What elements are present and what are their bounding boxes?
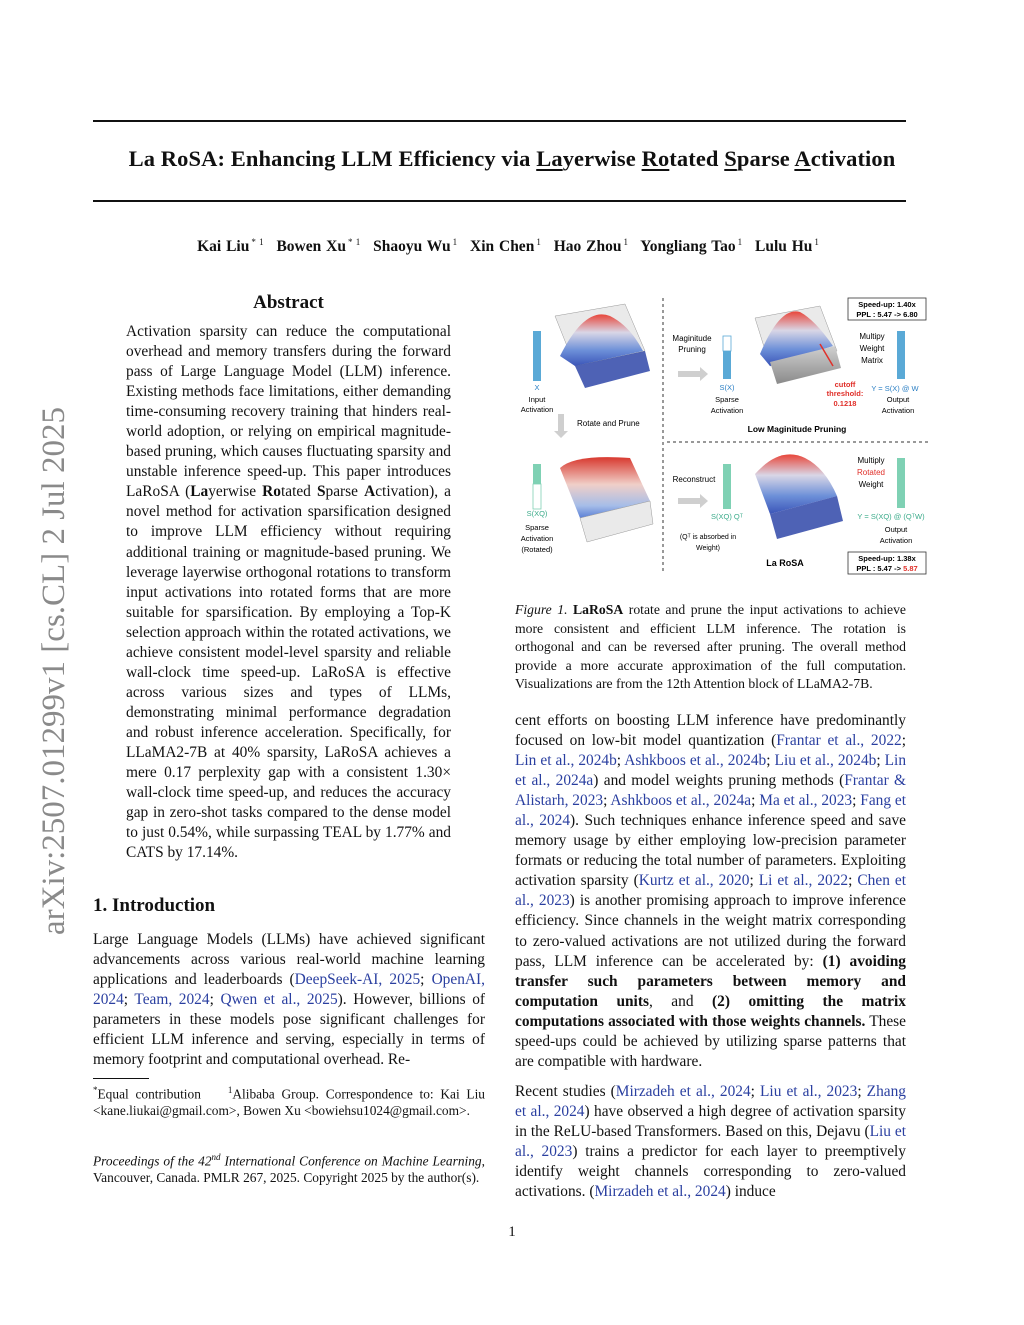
svg-text:X: X [534, 383, 540, 392]
citation-link[interactable]: Kurtz et al., 2020 [638, 872, 750, 890]
arrow-right-icon [678, 494, 708, 508]
svg-text:cutoff: cutoff [834, 380, 856, 389]
output-activation-bar-rotated [897, 458, 905, 508]
abstract-heading: Abstract [253, 292, 324, 313]
citation-link[interactable]: Ashkboos et al., 2024a [610, 792, 752, 810]
section-heading-introduction: 1. Introduction [93, 895, 216, 916]
svg-text:Speed-up: 1.38x: Speed-up: 1.38x [858, 554, 916, 563]
title-bottom-rule [93, 200, 906, 202]
author-name: Lulu Hu [754, 238, 813, 256]
arrow-right-icon [678, 367, 708, 381]
title-top-rule [93, 120, 906, 122]
svg-text:Output: Output [884, 525, 908, 534]
svg-text:threshold:: threshold: [826, 389, 864, 398]
svg-text:PPL : 5.47 -> 6.80: PPL : 5.47 -> 6.80 [856, 310, 918, 319]
arxiv-stamp: arXiv:2507.01299v1 [cs.CL] 2 Jul 2025 [36, 407, 72, 935]
svg-text:Multiply: Multiply [857, 456, 885, 465]
author-name: Bowen Xu [276, 238, 346, 256]
citation-link[interactable]: OpenAI, 2024 [93, 971, 485, 1009]
citation-link[interactable]: Liu et al., 2023 [515, 1123, 906, 1161]
svg-text:Activation: Activation [881, 406, 915, 415]
output-activation-bar [897, 331, 905, 379]
citation-link[interactable]: Liu et al., 2024b [774, 752, 877, 770]
svg-text:Rotate and Prune: Rotate and Prune [577, 419, 640, 428]
footnote-rule [93, 1078, 149, 1079]
sparse-activation-bar [723, 351, 731, 379]
citation-link[interactable]: Frantar & Alistarh, 2023 [515, 772, 907, 810]
right-column-paragraph-2: Recent studies (Mirzadeh et al., 2024; Liu et al., 2023; Zhang et al., 2024) have observed a high degree of activation sparsity in the ReLU-based Transformers. Based on this, Dejavu (Liu et al., 2023) trains a predictor for each layer to preemptively identify weight channels corresponding to zero-valued activations. (Mirzadeh et al., 2024) induce [515, 1083, 907, 1201]
author-name: Kai Liu [197, 238, 250, 256]
intro-paragraph: Large Language Models (LLMs) have achieved significant advancements across various real-world machine learning applications and leaderboards (DeepSeek-AI, 2025; OpenAI, 2024; Team, 2024; Qwen et al., 2025). However, billions of parameters in these models pose significant challenges for efficient LLM inference and serving, especially in terms of memory footprint and computational overhead. Re- [93, 931, 486, 1069]
author-name: Yongliang Tao [640, 238, 736, 256]
svg-text:Matrix: Matrix [861, 356, 883, 365]
svg-text:Multipy: Multipy [859, 332, 885, 341]
citation-link[interactable]: Fang et al., 2024 [515, 792, 907, 830]
svg-text:Output: Output [886, 395, 910, 404]
svg-text:S(XQ): S(XQ) [526, 509, 548, 518]
reconstructed-activation-bar [723, 464, 731, 509]
citation-link[interactable]: Team, 2024 [134, 991, 210, 1009]
paper-title: La RoSA: Enhancing LLM Efficiency via Layerwise Rotated Sparse Activation [128, 146, 896, 171]
figure-1-caption: Figure 1. LaRoSA rotate and prune the input activations to achieve more consistent and efficient LLM inference. The rotation is orthogonal and can be reversed after pruning. The overall method provide a more accurate approximation of the full computation. Visualizations are from the 12th Attention block of LLaMA2-7B. [515, 602, 907, 691]
arrow-down-icon [554, 414, 568, 438]
svg-text:Pruning: Pruning [678, 345, 706, 354]
svg-text:Input: Input [528, 395, 546, 404]
svg-text:Y = S(XQ) @ (QᵀW): Y = S(XQ) @ (QᵀW) [857, 512, 925, 521]
abstract-text: Activation sparsity can reduce the computational overhead and memory transfers during the forward pass of Large Language Model (LLM) inference. Existing methods face limitations, either demanding time-consuming recovery training that hinders real-world adoption, or relying on empirical magnitude-based pruning, which causes fluctuating sparsity and unstable inference speed-up. This paper introduces LaRoSA (Layerwise Rotated Sparse Activation), a novel method for activation sparsification designed to improve LLM efficiency without requiring additional training or magnitude-based pruning. We leverage layerwise orthogonal rotations to transform input activations into rotated forms that are more suitable for sparsification. By employing a Top-K selection approach within the rotated activations, we achieve consistent model-level sparsity and reliable wall-clock time speed-up. LaRoSA is effective across various sizes and types of LLMs, demonstrating minimal performance degradation and robust inference acceleration. Specifically, for LLaMA2-7B at 40% sparsity, LaRoSA achieves a mere 0.17 perplexity gap with a consistent 1.30× wall-clock time speed-up, and reduces the accuracy gap in zero-shot tasks compared to the dense model to just 0.54%, while surpassing TEAL by 1.77% and CATS by 17.14%. [126, 323, 451, 862]
input-activation-bar [533, 331, 541, 381]
svg-text:Reconstruct: Reconstruct [672, 475, 716, 484]
right-column-paragraph-1: cent efforts on boosting LLM inference have predominantly focused on low-bit model quantization (Frantar et al., 2022; Lin et al., 2024b; Ashkboos et al., 2024b; Liu et al., 2024b; Lin et al., 2024a) and model weights pruning methods (Frantar & Alistarh, 2023; Ashkboos et al., 2024a; Ma et al., 2023; Fang et al., 2024). Such techniques enhance inference speed and save memory usage by either employing low-precision parameter formats or reducing the total number of parameters. Exploiting activation sparsity (Kurtz et al., 2020; Li et al., 2022; Chen et al., 2023) is another promising approach to improve inference efficiency. Since channels in the weight matrix corresponding to zero-valued activations are not utilized during the forward pass, LLM inference can be accelerated by: (1) avoiding transfer such parameters between memory and computation units, and (2) omitting the matrix computations associated with those weights channels. These speed-ups could be achieved by utilizing sparse patterns that are compatible with hardware. [515, 712, 907, 1070]
svg-text:Activation: Activation [879, 536, 913, 545]
svg-text:Activation: Activation [520, 534, 554, 543]
svg-text:Y = S(X) @ W: Y = S(X) @ W [871, 384, 919, 393]
author-name: Hao Zhou [553, 238, 622, 256]
citation-link[interactable]: Mirzadeh et al., 2024 [615, 1083, 751, 1100]
svg-text:S(XQ) Qᵀ: S(XQ) Qᵀ [711, 512, 743, 521]
author-name: Xin Chen [470, 238, 535, 256]
svg-text:Low Maginitude Pruning: Low Maginitude Pruning [747, 424, 847, 434]
author-list: Kai Liu $^{* 1}$ Bowen Xu $^{* 1}$ Shaoyu Wu $^1$ Xin Chen $^1$ Hao Zhou $^1$ Yongliang Tao $^1$ Lulu Hu $^1$ [197, 237, 819, 256]
svg-text:0.1218: 0.1218 [833, 399, 857, 408]
svg-text:Speed-up: 1.40x: Speed-up: 1.40x [858, 300, 916, 309]
svg-text:Activation: Activation [710, 406, 744, 415]
citation-link[interactable]: Qwen et al., 2025 [220, 991, 338, 1009]
figure-1-diagram [515, 296, 935, 586]
citation-link[interactable]: Frantar et al., 2022 [776, 732, 902, 750]
citation-link[interactable]: Ma et al., 2023 [759, 792, 853, 810]
svg-text:Weight: Weight [858, 480, 884, 489]
svg-text:Maginitude: Maginitude [672, 334, 712, 343]
citation-link[interactable]: Chen et al., 2023 [515, 872, 907, 910]
svg-text:La RoSA: La RoSA [766, 558, 804, 568]
citation-link[interactable]: DeepSeek-AI, 2025 [294, 971, 421, 989]
svg-text:Sparse: Sparse [525, 523, 549, 532]
svg-text:S(X): S(X) [719, 383, 735, 392]
citation-link[interactable]: Ashkboos et al., 2024b [624, 752, 767, 770]
footnote-proceedings: Proceedings of the 42nd International Conference on Machine Learning, Vancouver, Canada. PMLR 267, 2025. Copyright 2025 by the author(s). [93, 1152, 485, 1186]
svg-text:Sparse: Sparse [715, 395, 739, 404]
citation-link[interactable]: Liu et al., 2023 [760, 1083, 858, 1100]
svg-text:Weight: Weight [859, 344, 885, 353]
svg-text:(Qᵀ is absorbed in: (Qᵀ is absorbed in [679, 534, 737, 541]
footnote-contribution: *Equal contribution $^1$Alibaba Group. Correspondence to: Kai Liu <kane.liukai@gmail.com>, Bowen Xu <bowiehsu1024@gmail.com>. [93, 1085, 486, 1119]
page-number: 1 [508, 1224, 516, 1240]
svg-text:Rotated: Rotated [856, 468, 886, 477]
citation-link[interactable]: Mirzadeh et al., 2024 [594, 1183, 726, 1201]
citation-link[interactable]: Lin et al., 2024a [515, 752, 907, 790]
author-name: Shaoyu Wu [373, 238, 451, 256]
svg-text:Weight): Weight) [696, 545, 720, 552]
citation-link[interactable]: Lin et al., 2024b [515, 752, 617, 770]
citation-link[interactable]: Zhang et al., 2024 [515, 1083, 906, 1121]
svg-text:PPL : 5.47 -> 5.87: PPL : 5.47 -> 5.87 [856, 564, 918, 573]
svg-text:Activation: Activation [520, 405, 554, 414]
svg-text:(Rotated): (Rotated) [521, 545, 553, 554]
citation-link[interactable]: Li et al., 2022 [758, 872, 849, 890]
